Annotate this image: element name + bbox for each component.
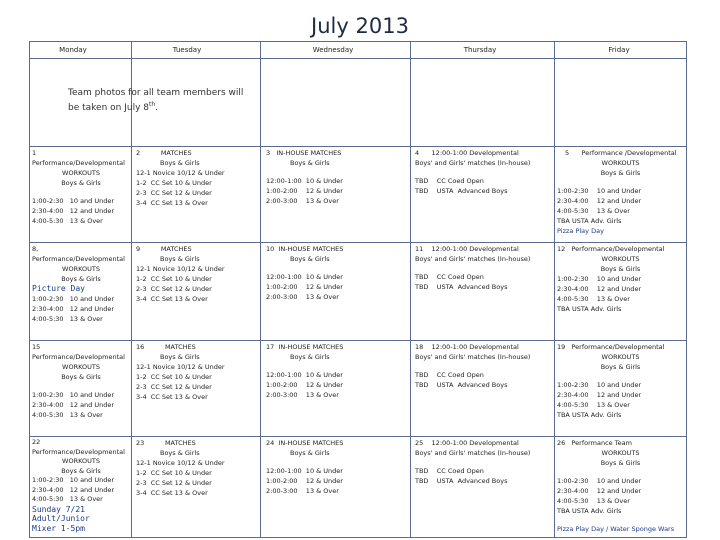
match-row: 3-4 CC Set 13 & Over <box>136 393 208 401</box>
event-row: TBD CC Coed Open <box>415 371 484 379</box>
match-row: 12:00-1:00 10 & Under <box>266 177 343 185</box>
event-title: MATCHES <box>160 245 192 253</box>
row-divider <box>30 436 686 437</box>
mixer-event: Adult/Junior <box>32 514 90 523</box>
program-name: Performance/Developmental <box>32 353 125 361</box>
mixer-event: Mixer 1-5pm <box>32 523 85 533</box>
time-slot: 1:00-2:30 10 and Under <box>32 391 115 399</box>
time-slot: 4:00-5:30 13 & Over <box>32 495 103 503</box>
program-name: Performance/Developmental <box>571 343 665 351</box>
special-event: Pizza Play Day <box>557 227 604 235</box>
match-row: 1-2 CC Set 10 & Under <box>136 469 212 477</box>
day-header <box>266 148 408 158</box>
time-slot: 2:30-4:00 12 and Under <box>557 391 642 399</box>
event-group: Boys & Girls <box>290 353 330 361</box>
match-row: 3-4 CC Set 13 & Over <box>136 199 208 207</box>
time-slot: 1:00-2:30 10 and Under <box>32 197 115 205</box>
time-slot: 4:00-5:30 13 & Over <box>32 217 103 225</box>
program-type: WORKOUTS <box>601 449 640 457</box>
picture-day-label: Picture Day <box>32 284 85 293</box>
match-row: 2-3 CC Set 12 & Under <box>136 285 212 293</box>
day-number: 16 <box>136 343 145 351</box>
day-header <box>415 148 553 158</box>
match-row: 3-4 CC Set 13 & Over <box>136 295 208 303</box>
program-group: Boys & Girls <box>61 275 101 283</box>
time-slot: TBA USTA Adv. Girls <box>557 507 622 515</box>
program-type: WORKOUTS <box>62 457 100 465</box>
match-row: 12-1 Novice 10/12 & Under <box>136 459 225 467</box>
program-group: Boys & Girls <box>600 265 641 273</box>
day-number: 22 <box>32 438 41 446</box>
time-slot: 4:00-5:30 13 & Over <box>32 315 103 323</box>
calendar-grid <box>29 41 687 538</box>
program-name: Performance/Developmental <box>571 245 665 253</box>
event-title: MATCHES <box>164 439 196 447</box>
event-group: Boys & Girls <box>160 449 200 457</box>
event-title: 12:00-1:00 Developmental <box>431 245 519 253</box>
time-slot: 2:30-4:00 12 and Under <box>32 207 115 215</box>
match-row: 1-2 CC Set 10 & Under <box>136 275 212 283</box>
match-row: 12-1 Novice 10/12 & Under <box>136 265 225 273</box>
header-tuesday: Tuesday <box>172 46 202 54</box>
event-desc: Boys' and Girls' matches (In-house) <box>415 255 531 263</box>
day-header <box>266 342 408 352</box>
match-row: 12-1 Novice 10/12 & Under <box>136 363 225 371</box>
program-group: Boys & Girls <box>61 179 101 187</box>
day-cell-25 <box>415 438 553 486</box>
column-divider <box>554 42 555 537</box>
time-slot: 4:00-5:30 13 & Over <box>557 295 630 303</box>
match-row: 2-3 CC Set 12 & Under <box>136 479 212 487</box>
program-group: Boys & Girls <box>600 459 641 467</box>
notice-line: . <box>155 103 159 113</box>
row-divider <box>30 340 686 341</box>
event-group: Boys & Girls <box>290 255 330 263</box>
day-number: 17 <box>266 343 275 351</box>
event-group: Boys & Girls <box>160 159 200 167</box>
time-slot: 2:30-4:00 12 and Under <box>32 305 115 313</box>
match-row: 1:00-2:00 12 & Under <box>266 381 343 389</box>
match-row: 2:00-3:00 13 & Over <box>266 487 339 495</box>
event-title: IN-HOUSE MATCHES <box>278 245 344 253</box>
day-cell-5 <box>557 148 684 236</box>
day-cell-26 <box>557 438 684 534</box>
event-title: IN-HOUSE MATCHES <box>276 149 342 157</box>
time-slot: 1:00-2:30 10 and Under <box>32 295 115 303</box>
time-slot: TBA USTA Adv. Girls <box>557 305 622 313</box>
match-row: 12:00-1:00 10 & Under <box>266 371 343 379</box>
program-group: Boys & Girls <box>600 363 641 371</box>
column-divider <box>410 42 411 537</box>
program-name: Performance/Developmental <box>32 447 125 456</box>
notice-line: be taken on July 8 <box>68 103 149 113</box>
match-row: 1-2 CC Set 10 & Under <box>136 373 212 381</box>
day-number: 8, <box>32 245 39 253</box>
day-header <box>136 438 258 448</box>
event-row: TBD USTA Advanced Boys <box>415 283 508 291</box>
day-number: 2 <box>136 149 141 157</box>
day-header <box>557 244 684 254</box>
time-slot: 2:30-4:00 12 and Under <box>32 485 115 494</box>
row-divider <box>30 146 686 147</box>
day-cell-18 <box>415 342 553 390</box>
event-group: Boys & Girls <box>160 255 200 263</box>
program-type: WORKOUTS <box>62 363 100 371</box>
day-number: 15 <box>32 343 41 351</box>
match-row: 3-4 CC Set 13 & Over <box>136 489 208 497</box>
event-row: TBD USTA Advanced Boys <box>415 187 508 195</box>
day-number: 12 <box>557 245 566 253</box>
day-number: 18 <box>415 343 424 351</box>
program-name: Performance/Developmental <box>32 159 125 167</box>
event-desc: Boys' and Girls' matches (In-house) <box>415 159 531 167</box>
day-number: 9 <box>136 245 141 253</box>
day-header <box>136 148 258 158</box>
day-number: 4 <box>415 149 420 157</box>
day-cell-11 <box>415 244 553 292</box>
match-row: 12:00-1:00 10 & Under <box>266 273 343 281</box>
day-cell-12 <box>557 244 684 314</box>
program-group: Boys & Girls <box>600 169 641 177</box>
program-type: WORKOUTS <box>62 265 100 273</box>
event-row: TBD USTA Advanced Boys <box>415 381 508 389</box>
time-slot: 2:30-4:00 12 and Under <box>557 197 642 205</box>
day-number: 3 <box>266 149 271 157</box>
day-header <box>557 148 684 158</box>
match-row: 2:00-3:00 13 & Over <box>266 391 339 399</box>
day-header <box>266 438 408 448</box>
day-header <box>557 438 684 448</box>
match-row: 1:00-2:00 12 & Under <box>266 187 343 195</box>
column-divider <box>131 42 132 537</box>
event-title: IN-HOUSE MATCHES <box>278 439 344 447</box>
program-name: Performance/Developmental <box>32 255 125 263</box>
event-row: TBD CC Coed Open <box>415 273 484 281</box>
event-title: 12:00-1:00 Developmental <box>431 149 519 157</box>
time-slot: TBA USTA Adv. Girls <box>557 411 622 419</box>
event-group: Boys & Girls <box>290 159 330 167</box>
event-row: TBD CC Coed Open <box>415 467 484 475</box>
day-cell-15 <box>32 342 130 420</box>
day-header <box>136 244 258 254</box>
time-slot: 4:00-5:30 13 & Over <box>557 401 630 409</box>
time-slot: 4:00-5:30 13 & Over <box>557 207 630 215</box>
special-event: Pizza Play Day / Water Sponge Wars <box>557 525 675 533</box>
program-type: WORKOUTS <box>601 159 640 167</box>
program-type: WORKOUTS <box>601 255 640 263</box>
day-header <box>136 342 258 352</box>
notice-line: Team photos for all team members will <box>68 88 244 98</box>
day-cell-1 <box>32 148 130 226</box>
row-divider <box>30 242 686 243</box>
day-cell-22 <box>32 438 130 533</box>
time-slot: 1:00-2:30 10 and Under <box>557 477 642 485</box>
day-number: 11 <box>415 245 424 253</box>
column-divider <box>260 42 261 537</box>
day-number: 23 <box>136 439 145 447</box>
day-number: 24 <box>266 439 275 447</box>
match-row: 2-3 CC Set 12 & Under <box>136 383 212 391</box>
day-cell-10 <box>266 244 408 302</box>
event-group: Boys & Girls <box>290 449 330 457</box>
day-header <box>415 438 553 448</box>
day-number: 5 <box>565 149 570 157</box>
match-row: 1:00-2:00 12 & Under <box>266 477 343 485</box>
match-row: 1-2 CC Set 10 & Under <box>136 179 212 187</box>
match-row: 2:00-3:00 13 & Over <box>266 197 339 205</box>
day-cell-9 <box>136 244 258 304</box>
program-group: Boys & Girls <box>61 373 101 381</box>
day-number: 26 <box>557 439 566 447</box>
event-row: TBD USTA Advanced Boys <box>415 477 508 485</box>
event-row: TBD CC Coed Open <box>415 177 484 185</box>
time-slot: 2:30-4:00 12 and Under <box>557 487 642 495</box>
match-row: 2:00-3:00 13 & Over <box>266 293 339 301</box>
mixer-event: Sunday 7/21 <box>32 504 85 514</box>
event-title: IN-HOUSE MATCHES <box>278 343 344 351</box>
day-header <box>415 342 553 352</box>
day-cell-16 <box>136 342 258 402</box>
program-type: WORKOUTS <box>62 169 100 177</box>
match-row: 1:00-2:00 12 & Under <box>266 283 343 291</box>
notice-sup: th <box>149 101 156 108</box>
day-header <box>557 342 684 352</box>
day-cell-4 <box>415 148 553 196</box>
event-title: MATCHES <box>160 149 192 157</box>
time-slot: 1:00-2:30 10 and Under <box>557 187 642 195</box>
day-header <box>415 244 553 254</box>
match-row: 12:00-1:00 10 & Under <box>266 467 343 475</box>
header-wednesday: Wednesday <box>312 46 354 54</box>
day-number: 1 <box>32 149 37 157</box>
day-cell-3 <box>266 148 408 206</box>
program-type: WORKOUTS <box>601 353 640 361</box>
page-title: July 2013 <box>311 14 409 38</box>
time-slot: 1:00-2:30 10 and Under <box>557 381 642 389</box>
event-desc: Boys' and Girls' matches (In-house) <box>415 353 531 361</box>
match-row: 2-3 CC Set 12 & Under <box>136 189 212 197</box>
header-thursday: Thursday <box>463 46 497 54</box>
day-number: 25 <box>415 439 424 447</box>
photo-notice <box>68 88 243 114</box>
program-name: Performance Team <box>571 439 632 447</box>
event-desc: Boys' and Girls' matches (In-house) <box>415 449 531 457</box>
match-row: 12-1 Novice 10/12 & Under <box>136 169 225 177</box>
program-group: Boys & Girls <box>61 466 101 475</box>
time-slot: 1:00-2:30 10 and Under <box>32 476 115 484</box>
time-slot: 4:00-5:30 13 & Over <box>32 411 103 419</box>
day-cell-24 <box>266 438 408 496</box>
row-divider <box>30 58 686 59</box>
program-name: Performance /Developmental <box>581 149 677 157</box>
event-title: 12:00-1:00 Developmental <box>431 343 519 351</box>
event-title: MATCHES <box>164 343 196 351</box>
day-cell-23 <box>136 438 258 498</box>
day-number: 19 <box>557 343 566 351</box>
day-cell-8 <box>32 244 130 324</box>
time-slot: 1:00-2:30 10 and Under <box>557 275 642 283</box>
event-title: 12:00-1:00 Developmental <box>431 439 519 447</box>
day-cell-2 <box>136 148 258 208</box>
time-slot: 2:30-4:00 12 and Under <box>32 401 115 409</box>
header-friday: Friday <box>608 46 630 54</box>
time-slot: 4:00-5:30 13 & Over <box>557 497 630 505</box>
day-header <box>266 244 408 254</box>
header-monday: Monday <box>59 46 87 54</box>
time-slot: TBA USTA Adv. Girls <box>557 217 622 225</box>
day-cell-17 <box>266 342 408 400</box>
event-group: Boys & Girls <box>160 353 200 361</box>
day-cell-19 <box>557 342 684 420</box>
day-number: 10 <box>266 245 275 253</box>
time-slot: 2:30-4:00 12 and Under <box>557 285 642 293</box>
